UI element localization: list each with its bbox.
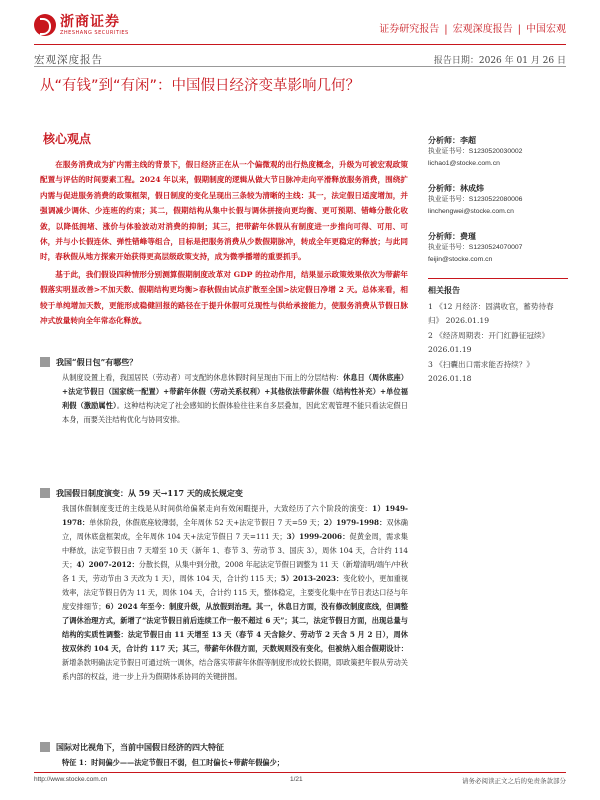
related-report-link[interactable]: 1 《12 月经济：固满收官，蓄势待春归》 2026.01.19 [428,302,554,325]
report-date: 报告日期：2026 年 01 月 26 日 [433,56,566,66]
analyst-card [428,134,568,170]
sidebar-divider [428,278,568,279]
analyst-name: 分析师：李超 [428,135,476,145]
stage-text: 新增条款明确法定节假日可通过统一调休，结合落实带薪年休假等制度形成较长假期，即政策把年假从劳动关系内部的权益，进一步上升为假期体系协同的关键拼图。 [62,658,408,681]
logo-emblem-icon [34,14,56,36]
page-number: 1/21 [290,776,303,783]
analyst-cert: 执业证书号：S1230520030002 [428,148,523,155]
stage-text-bold: 其一，休息日方面，没有修改制度底线，但调整了调休治理方式，新增了“法定节假日前后连续工作一般不超过 6 天”；其二，法定节假日方面，出现总量与结构的实质性调整：法定节假日由 11 天增至 13 天（春节 4 天含除夕、劳动节 2 天含 5 月 2 日），周休按双休约 104 天，合计约 117 天；其三，带薪年休假方面，天数规则没有变化，但被纳入组合假期设计： [62,602,408,653]
report-title: 从“有钱”到“有闲”：中国假日经济变革影响几何？ [40,78,361,94]
header-divider [34,44,566,45]
sidebar [428,134,568,388]
bullet-square-icon [40,357,50,367]
related-report-link[interactable]: 2 《经济周期表：开门红静征冠续》 2026.01.19 [428,331,550,354]
holiday-evolution-block [40,486,408,684]
international-compare-block [40,740,408,770]
core-viewpoints [40,130,408,328]
breadcrumb-item: 宏观深度报告 [452,24,513,35]
analyst-cert: 执业证书号：S1230524070007 [428,244,523,251]
stage-label: 1）1949-1978： [62,504,408,527]
stage-label: 2）1979-1998： [323,518,387,527]
section-heading: 核心观点 [43,132,92,146]
stage-label: 4）2007-2012： [76,560,139,569]
block-text-outro: 。这种结构决定了社会感知的长假体验往往来自多层叠加，因此宏观管理不能只看法定假日本身，而要关注结构优化与协同安排。 [62,401,408,424]
stage-text: 变化较小，更加重视效率，法定节假日仍为 11 天，周休 104 天，合计约 115 天，整体稳定，主要变化集中在节日表达口径与年度安排细节； [62,574,408,611]
block-text-intro: 我国休假制度变迁的主线是从时间供给偏紧走向有效闲暇提升，大致经历了六个阶段的演变： [62,504,373,513]
logo-name-en: ZHESHANG SECURITIES [60,29,129,36]
block-heading: 我国“假日包”有哪些？ [56,356,138,367]
breadcrumb: 证券研究报告 | 宏观深度报告 | 中国宏观 [379,24,566,35]
core-paragraph-2: 基于此，我们假设四种情形分别测算假期制度改革对 GDP 的拉动作用，结果显示政策效果依次为带薪年假落实明显改善>不加天数、假期结构更均衡>春秋假由试点扩散至全国>法定假日净增 2 天。总体来看，相较于单纯增加天数，更能形成稳健回报的路径在于提升休假可兑现性与供给承接能力，使服务消费从节假日脉冲式放量转向全年常态化释放。 [40,269,408,326]
block-heading: 国际对比视角下，当前中国假日经济的四大特征 [56,741,224,752]
analyst-card [428,182,568,218]
bullet-square-icon [40,488,50,498]
footer-divider [34,772,566,773]
block-text [62,502,408,684]
stage-text: 促黄金周，需求集中释放，法定节假日由 7 天增至 10 天（新年 1、春节 3、劳动节 3、国庆 3），周休 104 天，合计约 114 天； [62,532,408,569]
footer-url[interactable]: http://www.stocke.com.cn [34,776,108,783]
block-text-intro: 从制度设置上看，我国居民（劳动者）可支配的休息休假时间呈现由下而上的分层结构： [62,373,344,382]
logo-name-cn: 浙商证券 [60,13,120,30]
breadcrumb-item: 证券研究报告 [379,24,440,35]
footer-disclaimer: 请务必阅读正文之后的免责条款部分 [462,777,566,785]
block-heading: 我国假日制度演变：从 59 天→117 天的成长规定变 [56,487,243,498]
stage-label: 3）1999-2006： [286,532,350,541]
company-logo [34,14,129,36]
feature-line: 特征 1：时间偏少——法定节假日不弱，但工时偏长+带薪年假偏少； [62,758,284,767]
stage-label: 6）2024 年至今：制度升级，从放假到治理。 [105,602,257,611]
stage-text: 单休阶段，休假底座较薄弱，全年周休 52 天+法定节假日 7 天=59 天； [89,518,324,527]
core-paragraph-1: 在服务消费成为扩内需主线的背景下，假日经济正在从一个偏微观的出行热度概念，升级为可被宏观政策配置与评估的时间要素工程。2024 年以来，假期制度的逻辑从做大节日脉冲走向平滑释放服务消费，围绕扩内需与促进服务消费的政策框架，假日制度的变化呈现出三条较为清晰的主线：其一，法定假日适度增加，并强调减少调休、少连班的约束；其二，假期结构从集中长假与调休拼接向更均衡、更可预期、错峰分散化收敛，以降低拥堵、涨价与体验波动对消费的抑制；其三，把带薪年休假从有制度进一步推向可得、可用、可休，并与小长假连休、弹性错峰等组合，目标是把服务消费从少数假期脉冲，转成全年更稳定的释放；与此同时，春秋假从地方探索开始获得更高层级政策支持，成为微季播增的重要抓手。 [40,160,408,262]
related-report-link[interactable]: 3 《扫囊出口需求能否持续？》 2026.01.18 [428,360,534,383]
analyst-email[interactable]: linchengwei@stocke.com.cn [428,208,514,215]
holiday-package-block [40,355,408,427]
stage-text: 双休确立，周休底盘框架成，全年周休 104 天+法定节假日 7 天=111 天； [62,518,408,541]
analyst-email[interactable]: feijin@stocke.com.cn [428,256,493,263]
stage-text: 分散长假，从集中到分散，2008 年起法定节假日调整为 11 天（新增清明/端午/中秋各 1 天，劳动节由 3 天改为 1 天），周休 104 天，合计约 115 天； [62,560,409,583]
related-reports-heading: 相关报告 [428,286,460,295]
analyst-name: 分析师：费瑾 [428,231,476,241]
block-text-structure: 休息日（周休底座）+法定节假日（国家统一配置）+带薪年休假（劳动关系权利）+其他依法带薪休假（结构性补充）+单位福利假（激励属性） [62,373,408,410]
title-divider [34,66,566,67]
block-text [62,756,408,770]
stage-label: 5）2013-2023： [280,574,344,583]
analyst-card [428,230,568,266]
analyst-email[interactable]: lichao1@stocke.com.cn [428,160,500,167]
report-type: 宏观深度报告 [34,54,103,66]
analyst-name: 分析师：林成炜 [428,183,484,193]
breadcrumb-item: 中国宏观 [526,24,566,35]
block-text [62,371,408,427]
analyst-cert: 执业证书号：S1230522080006 [428,196,523,203]
bullet-square-icon [40,742,50,752]
